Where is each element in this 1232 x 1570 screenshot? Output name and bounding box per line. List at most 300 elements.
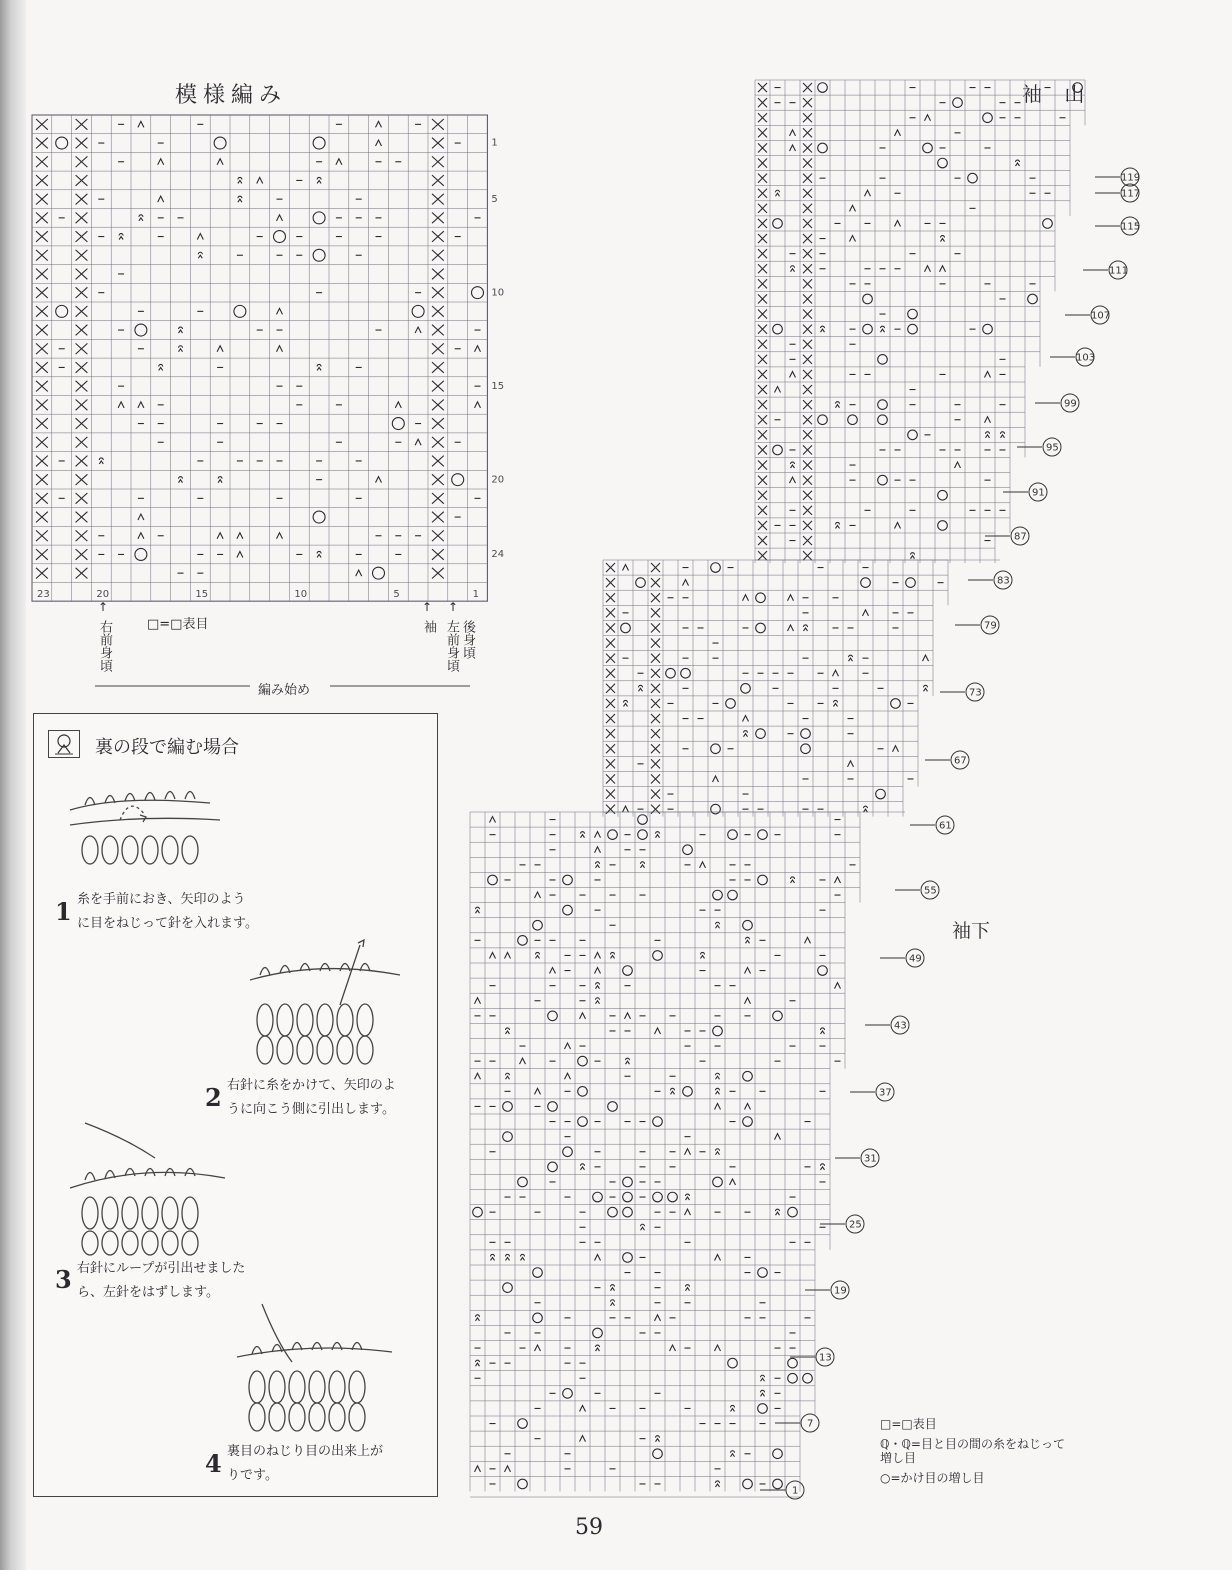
cable-cross-symbol xyxy=(758,430,767,439)
decrease-symbol xyxy=(895,220,901,226)
label-back: 後身頃 xyxy=(460,620,475,659)
cable-cross-symbol xyxy=(606,654,615,663)
cast-on-label: 編み始め xyxy=(258,683,311,698)
twisted-stitch-symbol xyxy=(941,236,945,242)
cable-cross-symbol xyxy=(36,213,48,224)
yarn-over-symbol xyxy=(274,231,286,243)
decrease-symbol xyxy=(685,1149,691,1155)
twisted-stitch-symbol xyxy=(924,685,928,691)
cable-cross-symbol xyxy=(36,175,48,186)
twisted-stitch-symbol xyxy=(686,1285,690,1291)
yarn-over-symbol xyxy=(681,668,691,678)
yarn-over-symbol xyxy=(623,1192,633,1202)
decrease-symbol xyxy=(713,776,719,782)
column-number: 23 xyxy=(37,589,50,601)
yarn-over-symbol xyxy=(773,1449,783,1459)
cable-cross-symbol xyxy=(651,774,660,783)
yarn-over-symbol xyxy=(788,1373,798,1383)
cable-cross-symbol xyxy=(803,128,812,137)
cable-cross-symbol xyxy=(606,563,615,572)
decrease-symbol xyxy=(217,159,223,165)
cable-cross-symbol xyxy=(432,213,444,224)
row-number: 5 xyxy=(491,193,498,205)
yarn-over-symbol xyxy=(578,1117,588,1127)
cable-cross-symbol xyxy=(36,306,48,317)
cable-cross-symbol xyxy=(606,684,615,693)
twisted-stitch-symbol xyxy=(656,832,660,838)
twisted-stitch-symbol xyxy=(639,685,643,691)
sleeve-legend-yarnover-increase: ○=かけ目の増し目 xyxy=(880,1471,985,1485)
yarn-over-symbol xyxy=(533,1313,543,1323)
twisted-stitch-symbol xyxy=(596,998,600,1004)
decrease-symbol xyxy=(788,625,794,631)
row-marker-number: 67 xyxy=(954,755,967,767)
sleeve-underarm-title: 袖下 xyxy=(952,920,991,942)
column-number: 10 xyxy=(294,589,308,601)
yarn-over-symbol xyxy=(756,623,766,633)
yarn-over-symbol xyxy=(608,830,618,840)
cable-cross-symbol xyxy=(36,512,48,523)
cable-cross-symbol xyxy=(76,231,88,242)
decrease-symbol xyxy=(138,533,144,539)
decrease-symbol xyxy=(655,1028,661,1034)
cable-cross-symbol xyxy=(803,113,812,122)
cable-cross-symbol xyxy=(758,461,767,470)
row-marker-number: 103 xyxy=(1076,352,1096,364)
yarn-over-symbol xyxy=(923,143,933,153)
arrow-up-icon: ↑ xyxy=(448,600,459,614)
cable-cross-symbol xyxy=(76,325,88,336)
cable-cross-symbol xyxy=(76,213,88,224)
decrease-symbol xyxy=(715,1254,721,1260)
cable-cross-symbol xyxy=(651,805,660,814)
yarn-over-symbol xyxy=(313,511,325,523)
decrease-symbol xyxy=(700,862,706,868)
cable-cross-symbol xyxy=(758,279,767,288)
yarn-over-symbol xyxy=(653,1192,663,1202)
yarn-over-symbol xyxy=(908,430,918,440)
yarn-over-symbol xyxy=(711,804,721,814)
cable-cross-symbol xyxy=(803,415,812,424)
cable-cross-symbol xyxy=(432,119,444,130)
pattern-legend-knit: □=□表目 xyxy=(147,617,209,632)
twisted-stitch-symbol xyxy=(581,1164,585,1170)
cable-cross-symbol xyxy=(432,138,444,149)
decrease-symbol xyxy=(730,1179,736,1185)
yarn-over-symbol xyxy=(938,521,948,531)
cable-cross-symbol xyxy=(758,219,767,228)
yarn-over-symbol xyxy=(878,400,888,410)
cable-cross-symbol xyxy=(76,512,88,523)
decrease-symbol xyxy=(775,1134,781,1140)
cable-cross-symbol xyxy=(803,219,812,228)
cable-cross-symbol xyxy=(432,512,444,523)
yarn-over-symbol xyxy=(803,1373,813,1383)
yarn-over-symbol xyxy=(623,1177,633,1187)
yarn-over-symbol xyxy=(313,249,325,261)
cable-cross-symbol xyxy=(432,362,444,373)
twisted-stitch-symbol xyxy=(506,1254,510,1260)
cable-cross-symbol xyxy=(432,287,444,298)
decrease-symbol xyxy=(923,655,929,661)
yarn-over-symbol xyxy=(518,1177,528,1187)
cable-cross-symbol xyxy=(36,119,48,130)
row-number: 20 xyxy=(491,474,505,486)
cable-cross-symbol xyxy=(432,400,444,411)
twisted-stitch-symbol xyxy=(626,1058,630,1064)
decrease-symbol xyxy=(595,832,601,838)
cable-cross-symbol xyxy=(758,143,767,152)
cable-cross-symbol xyxy=(432,175,444,186)
decrease-symbol xyxy=(595,847,601,853)
yarn-over-symbol xyxy=(713,890,723,900)
cable-cross-symbol xyxy=(76,343,88,354)
twisted-stitch-symbol xyxy=(179,327,183,333)
step-1-text-line2: に目をねじって針を入れます。 xyxy=(77,916,258,931)
yarn-over-symbol xyxy=(878,475,888,485)
yarn-over-symbol xyxy=(1028,294,1038,304)
step-2-text-line2: うに向こう側に引出します。 xyxy=(227,1102,395,1117)
cable-cross-symbol xyxy=(803,159,812,168)
decrease-symbol xyxy=(745,1103,751,1109)
yarn-over-symbol xyxy=(713,1026,723,1036)
cable-cross-symbol xyxy=(36,474,48,485)
yarn-over-symbol xyxy=(593,1328,603,1338)
yarn-over-symbol xyxy=(56,137,68,149)
decrease-symbol xyxy=(138,402,144,408)
decrease-symbol xyxy=(138,121,144,127)
cable-cross-symbol xyxy=(76,138,88,149)
decrease-symbol xyxy=(237,551,243,557)
yarn-over-symbol xyxy=(373,567,385,579)
arrow-up-icon: ↑ xyxy=(422,600,433,614)
cable-cross-symbol xyxy=(803,400,812,409)
cable-cross-symbol xyxy=(36,269,48,280)
twisted-stitch-symbol xyxy=(476,1360,480,1366)
cable-cross-symbol xyxy=(651,639,660,648)
cable-cross-symbol xyxy=(606,639,615,648)
cable-cross-symbol xyxy=(758,551,767,560)
decrease-symbol xyxy=(848,761,854,767)
twisted-stitch-symbol xyxy=(776,190,780,196)
yarn-over-symbol xyxy=(518,936,528,946)
yarn-over-symbol xyxy=(578,1056,588,1066)
twisted-stitch-symbol xyxy=(791,266,795,272)
yarn-over-symbol xyxy=(741,684,751,694)
cable-cross-symbol xyxy=(803,294,812,303)
twisted-stitch-symbol xyxy=(596,1345,600,1351)
twisted-stitch-symbol xyxy=(581,832,585,838)
yarn-over-symbol xyxy=(653,1117,663,1127)
cable-cross-symbol xyxy=(651,759,660,768)
cable-cross-symbol xyxy=(758,98,767,107)
yarn-over-symbol xyxy=(533,1268,543,1278)
cable-cross-symbol xyxy=(651,669,660,678)
twisted-stitch-symbol xyxy=(641,862,645,868)
twisted-stitch-symbol xyxy=(731,1405,735,1411)
cable-cross-symbol xyxy=(432,231,444,242)
twisted-stitch-symbol xyxy=(139,215,143,221)
yarn-over-symbol xyxy=(533,920,543,930)
decrease-symbol xyxy=(715,1103,721,1109)
twisted-stitch-symbol xyxy=(179,477,183,483)
cable-cross-symbol xyxy=(432,549,444,560)
cable-cross-symbol xyxy=(758,325,767,334)
twisted-stitch-symbol xyxy=(656,1436,660,1442)
yarn-over-symbol xyxy=(412,305,424,317)
decrease-symbol xyxy=(805,937,811,943)
decrease-symbol xyxy=(336,159,342,165)
decrease-symbol xyxy=(237,533,243,539)
decrease-symbol xyxy=(790,145,796,151)
row-marker-number: 31 xyxy=(864,1153,877,1165)
cable-cross-symbol xyxy=(36,493,48,504)
cable-cross-symbol xyxy=(758,249,767,258)
cable-cross-symbol xyxy=(803,521,812,530)
cable-cross-symbol xyxy=(803,506,812,515)
yarn-over-symbol xyxy=(756,729,766,739)
decrease-symbol xyxy=(595,968,601,974)
row-marker-number: 1 xyxy=(792,1485,799,1497)
decrease-symbol xyxy=(683,580,689,586)
cable-cross-symbol xyxy=(76,530,88,541)
twisted-stitch-symbol xyxy=(716,1149,720,1155)
cable-cross-symbol xyxy=(76,119,88,130)
yarn-over-symbol xyxy=(636,578,646,588)
yarn-over-symbol xyxy=(983,324,993,334)
twisted-stitch-symbol xyxy=(641,1224,645,1230)
step4-illustration xyxy=(232,1302,402,1442)
cable-cross-symbol xyxy=(36,343,48,354)
cable-cross-symbol xyxy=(651,608,660,617)
yarn-over-symbol xyxy=(608,1207,618,1217)
yarn-over-symbol xyxy=(56,305,68,317)
decrease-symbol xyxy=(925,266,931,272)
yarn-over-symbol xyxy=(578,1087,588,1097)
cable-cross-symbol xyxy=(803,83,812,92)
step-4-number: 4 xyxy=(205,1449,222,1478)
twisted-stitch-symbol xyxy=(238,177,242,183)
decrease-symbol xyxy=(535,892,541,898)
cable-cross-symbol xyxy=(758,174,767,183)
cable-cross-symbol xyxy=(803,445,812,454)
cable-cross-symbol xyxy=(606,805,615,814)
row-marker-number: 87 xyxy=(1014,531,1027,543)
decrease-symbol xyxy=(685,1209,691,1215)
yarn-over-symbol xyxy=(938,158,948,168)
yarn-over-symbol xyxy=(788,1207,798,1217)
twisted-stitch-symbol xyxy=(317,177,321,183)
cable-cross-symbol xyxy=(432,568,444,579)
yarn-over-symbol xyxy=(758,830,768,840)
yarn-over-symbol xyxy=(313,137,325,149)
yarn-over-symbol xyxy=(313,212,325,224)
cable-cross-symbol xyxy=(803,355,812,364)
twisted-stitch-symbol xyxy=(238,196,242,202)
yarn-over-symbol xyxy=(818,83,828,93)
cable-cross-symbol xyxy=(606,729,615,738)
sleeve-legend-twist-increase: ℚ・ℚ=目と目の間の糸をねじって増し目 xyxy=(880,1437,1065,1465)
cable-cross-symbol xyxy=(803,98,812,107)
yarn-over-symbol xyxy=(968,173,978,183)
decrease-symbol xyxy=(850,236,856,242)
decrease-symbol xyxy=(835,983,841,989)
cable-cross-symbol xyxy=(758,400,767,409)
twisted-stitch-symbol xyxy=(746,937,750,943)
cable-cross-symbol xyxy=(758,536,767,545)
cable-cross-symbol xyxy=(758,310,767,319)
twisted-stitch-symbol xyxy=(317,551,321,557)
cable-cross-symbol xyxy=(758,445,767,454)
row-marker-number: 83 xyxy=(997,575,1010,587)
yarn-over-symbol xyxy=(863,324,873,334)
yarn-over-symbol xyxy=(638,830,648,840)
row-marker-number: 19 xyxy=(834,1285,847,1297)
yarn-over-symbol xyxy=(891,699,901,709)
yarn-over-symbol xyxy=(711,563,721,573)
decrease-symbol xyxy=(745,998,751,1004)
cable-cross-symbol xyxy=(651,623,660,632)
twisted-stitch-symbol xyxy=(159,364,163,370)
twisted-stitch-symbol xyxy=(849,655,853,661)
decrease-symbol xyxy=(535,1088,541,1094)
yarn-over-symbol xyxy=(503,1132,513,1142)
cable-cross-symbol xyxy=(803,340,812,349)
cable-cross-symbol xyxy=(432,381,444,392)
twisted-stitch-symbol xyxy=(491,1254,495,1260)
yarn-over-symbol xyxy=(135,548,147,560)
yarn-over-symbol xyxy=(563,875,573,885)
decrease-symbol xyxy=(985,417,991,423)
decrease-symbol xyxy=(277,308,283,314)
cable-cross-symbol xyxy=(606,608,615,617)
decrease-symbol xyxy=(475,1466,481,1472)
yarn-over-symbol xyxy=(623,966,633,976)
label-sleeve: 袖 xyxy=(421,620,436,633)
yarn-over-symbol xyxy=(773,1479,783,1489)
decrease-symbol xyxy=(623,565,629,571)
yarn-over-symbol xyxy=(801,729,811,739)
twisted-stitch-symbol xyxy=(611,952,615,958)
twisted-stitch-symbol xyxy=(596,983,600,989)
twisted-stitch-symbol xyxy=(761,1390,765,1396)
cable-cross-symbol xyxy=(758,355,767,364)
decrease-symbol xyxy=(790,130,796,136)
row-marker-number: 37 xyxy=(879,1087,892,1099)
cable-cross-symbol xyxy=(76,269,88,280)
yarn-over-symbol xyxy=(234,305,246,317)
cable-cross-symbol xyxy=(803,476,812,485)
cable-cross-symbol xyxy=(76,250,88,261)
decrease-symbol xyxy=(865,190,871,196)
cable-cross-symbol xyxy=(803,143,812,152)
step-3-text-line1: 右針にループが引出せました xyxy=(77,1261,246,1276)
yarn-over-symbol xyxy=(548,1102,558,1112)
yarn-over-symbol xyxy=(214,137,226,149)
twisted-stitch-symbol xyxy=(911,553,915,559)
cable-cross-symbol xyxy=(36,400,48,411)
yarn-over-symbol xyxy=(756,593,766,603)
cable-cross-symbol xyxy=(803,189,812,198)
yarn-over-symbol xyxy=(653,951,663,961)
twisted-stitch-symbol xyxy=(821,1028,825,1034)
twisted-stitch-symbol xyxy=(821,326,825,332)
decrease-symbol xyxy=(595,952,601,958)
cable-cross-symbol xyxy=(803,461,812,470)
cable-cross-symbol xyxy=(758,521,767,530)
row-marker-number: 115 xyxy=(1121,221,1141,233)
twisted-stitch-symbol xyxy=(716,1481,720,1487)
yarn-over-symbol xyxy=(863,294,873,304)
decrease-symbol xyxy=(835,877,841,883)
yarn-over-symbol xyxy=(758,1268,768,1278)
cable-cross-symbol xyxy=(36,325,48,336)
decrease-symbol xyxy=(580,1013,586,1019)
yarn-over-symbol xyxy=(773,1011,783,1021)
row-marker-number: 91 xyxy=(1032,487,1045,499)
cable-cross-symbol xyxy=(758,491,767,500)
step-1-number: 1 xyxy=(55,897,72,926)
cable-cross-symbol xyxy=(36,362,48,373)
yarn-over-symbol xyxy=(563,1147,573,1157)
twisted-stitch-symbol xyxy=(179,346,183,352)
yarn-over-symbol xyxy=(801,744,811,754)
cable-cross-symbol xyxy=(36,530,48,541)
pattern-chart-title: 模様編み xyxy=(175,83,288,108)
twisted-stitch-symbol xyxy=(218,477,222,483)
yarn-over-symbol xyxy=(983,113,993,123)
row-marker-number: 79 xyxy=(984,620,997,632)
twisted-stitch-symbol xyxy=(716,1073,720,1079)
row-marker-number: 119 xyxy=(1121,172,1141,184)
row-marker-number: 95 xyxy=(1046,442,1059,454)
cable-cross-symbol xyxy=(758,128,767,137)
decrease-symbol xyxy=(395,402,401,408)
twisted-purl-symbol xyxy=(48,730,80,758)
yarn-over-symbol xyxy=(518,1479,528,1489)
decrease-symbol xyxy=(775,387,781,393)
twisted-stitch-symbol xyxy=(821,1164,825,1170)
decrease-symbol xyxy=(376,140,382,146)
decrease-symbol xyxy=(535,1345,541,1351)
cable-cross-symbol xyxy=(803,264,812,273)
yarn-over-symbol xyxy=(861,578,871,588)
cable-cross-symbol xyxy=(76,493,88,504)
cable-cross-symbol xyxy=(606,623,615,632)
twisted-stitch-symbol xyxy=(611,1300,615,1306)
cable-cross-symbol xyxy=(803,279,812,288)
twisted-stitch-symbol xyxy=(611,1285,615,1291)
yarn-over-symbol xyxy=(818,415,828,425)
decrease-symbol xyxy=(985,371,991,377)
cable-cross-symbol xyxy=(606,759,615,768)
column-number: 15 xyxy=(195,589,209,601)
yarn-over-symbol xyxy=(608,1102,618,1112)
cable-cross-symbol xyxy=(651,654,660,663)
yarn-over-symbol xyxy=(906,578,916,588)
cable-cross-symbol xyxy=(76,156,88,167)
twisted-stitch-symbol xyxy=(836,402,840,408)
cable-cross-symbol xyxy=(651,593,660,602)
cable-cross-symbol xyxy=(758,294,767,303)
yarn-over-symbol xyxy=(668,1192,678,1202)
decrease-symbol xyxy=(277,346,283,352)
decrease-symbol xyxy=(745,968,751,974)
yarn-over-symbol xyxy=(878,415,888,425)
yarn-over-symbol xyxy=(743,1117,753,1127)
cable-cross-symbol xyxy=(606,790,615,799)
twisted-stitch-symbol xyxy=(804,625,808,631)
